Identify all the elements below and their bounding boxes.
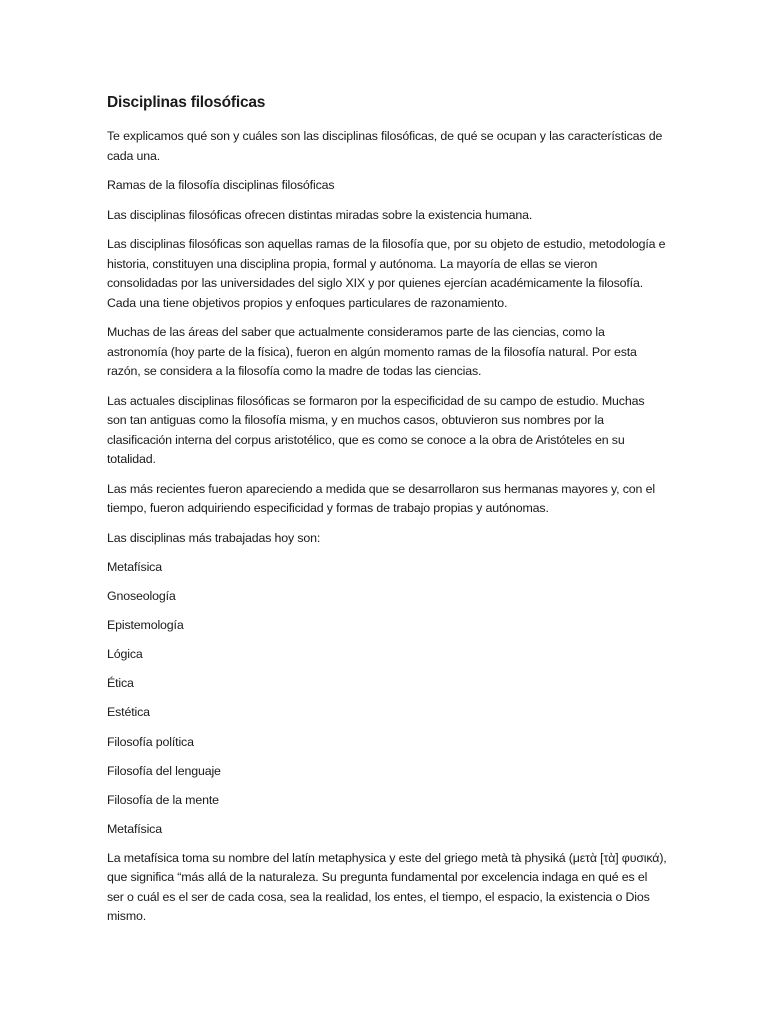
intro-paragraph: Te explicamos qué son y cuáles son las disciplinas filosóficas, de qué se ocupan y las características de cada una. [107, 129, 663, 163]
list-item: Filosofía de la mente [107, 792, 219, 807]
document-page [107, 93, 667, 937]
list-item: Gnoseología [107, 589, 176, 604]
disciplines-list [107, 558, 667, 810]
list-item: Lógica [107, 647, 143, 662]
list-item: Filosofía del lenguaje [107, 763, 221, 778]
list-item: Epistemología [107, 618, 184, 633]
paragraph-1: Las disciplinas filosóficas ofrecen distintas miradas sobre la existencia humana. [107, 207, 533, 222]
paragraph-2: Las disciplinas filosóficas son aquellas ramas de la filosofía que, por su objeto de estudio, metodología e historia, constituyen una disciplina propia, formal y autónoma. La mayoría de ellas se vieron consolidadas por las universidades del siglo XIX y por quienes ejercían académicamente la filosofía. Cada una tiene objetivos propios y enfoques particulares de razonamiento. [107, 237, 666, 310]
section-heading-metafisica: Metafísica [107, 821, 162, 836]
document-title: Disciplinas filosóficas [107, 94, 266, 111]
paragraph-4: Las actuales disciplinas filosóficas se formaron por la especificidad de su campo de estudio. Muchas son tan antiguas como la filosofía misma, y en muchos casos, obtuvieron sus nombres por la clasificación interna del corpus aristotélico, que es como se conoce a la obra de Aristóteles en su totalidad. [107, 393, 645, 466]
list-item: Estética [107, 705, 150, 720]
list-heading: Las disciplinas más trabajadas hoy son: [107, 530, 321, 545]
paragraph-5: Las más recientes fueron apareciendo a medida que se desarrollaron sus hermanas mayores y, con el tiempo, fueron adquiriendo especificidad y formas de trabajo propias y autónomas. [107, 481, 655, 515]
list-item: Filosofía política [107, 734, 194, 749]
list-item: Ética [107, 676, 134, 691]
subtitle-line: Ramas de la filosofía disciplinas filosóficas [107, 178, 335, 192]
section-paragraph-metafisica: La metafísica toma su nombre del latín metaphysica y este del griego metà tà physiká (μετὰ [τὰ] φυσικά), que significa “más allá de la naturaleza. Su pregunta fundamental por excelencia indaga en qué es el ser o cuál es el ser de cada cosa, sea la realidad, los entes, el tiempo, el espacio, la existencia o Dios mismo. [107, 850, 667, 924]
list-item: Metafísica [107, 560, 162, 574]
paragraph-3: Muchas de las áreas del saber que actualmente consideramos parte de las ciencias, como la astronomía (hoy parte de la física), fueron en algún momento ramas de la filosofía natural. Por esta razón, se considera a la filosofía como la madre de todas las ciencias. [107, 325, 637, 378]
